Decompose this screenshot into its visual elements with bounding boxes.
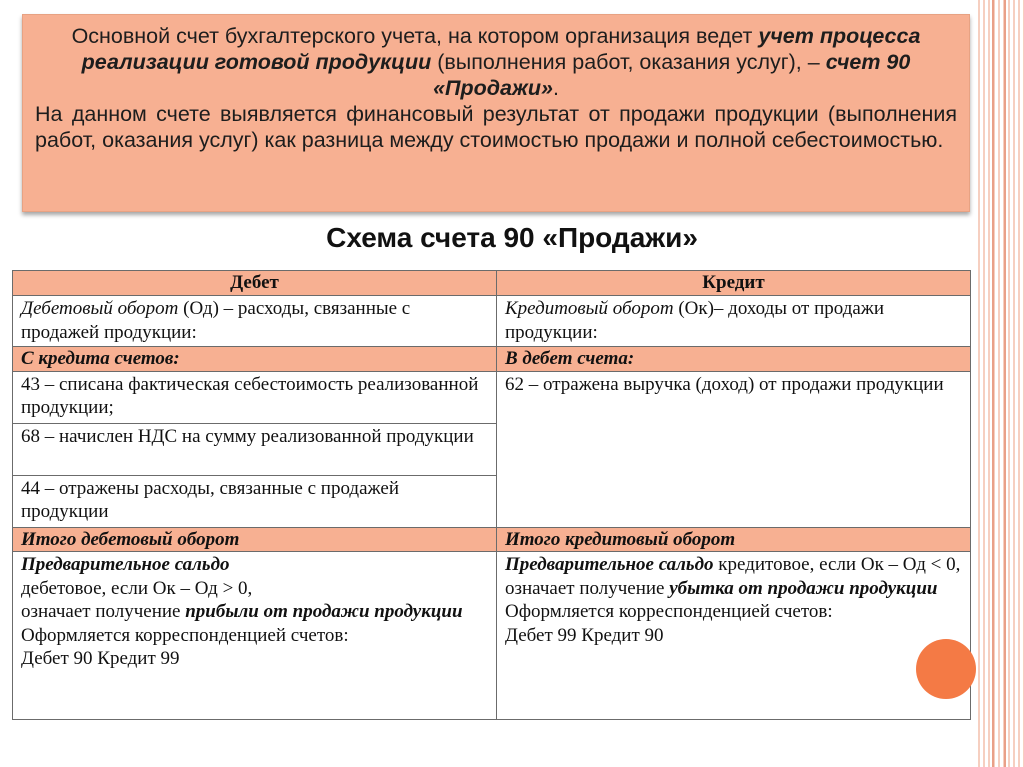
credit-balance-condition: кредитовое, если Ок – Од < 0, означает получение xyxy=(505,554,961,599)
total-row xyxy=(13,527,971,552)
credit-turnover-cell xyxy=(497,296,971,347)
debit-header: Дебет xyxy=(13,271,497,296)
debit-balance-meaning: означает получение xyxy=(21,601,186,622)
debit-balance-entry: Дебет 90 Кредит 99 xyxy=(21,648,180,669)
debit-balance-condition: дебетовое, если Ок – Од > 0, xyxy=(21,577,253,599)
credit-section: В дебет счета: xyxy=(497,347,971,372)
debit-entry-44: 44 – отражены расходы, связанные с продажей продукции xyxy=(13,475,497,527)
credit-balance-note: Оформляется корреспонденцией счетов: xyxy=(505,601,833,622)
credit-header: Кредит xyxy=(497,271,971,296)
credit-turnover-term: Кредитовый оборот xyxy=(505,298,674,319)
account-scheme-table xyxy=(12,270,971,720)
credit-balance-result: убытка от продажи продукции xyxy=(669,577,938,599)
entry-row xyxy=(13,371,971,423)
intro-paragraph-2: На данном счете выявляется финансовый результат от продажи продукции (выполнения работ, оказания услуг) как разница между стоимостью продажи и полной себестоимостью. xyxy=(35,102,957,152)
intro-paragraph-1 xyxy=(35,23,957,101)
credit-balance-cell xyxy=(497,552,971,720)
turnover-row xyxy=(13,296,971,347)
debit-turnover-cell xyxy=(13,296,497,347)
stripe-line xyxy=(1004,0,1006,767)
debit-balance-title: Предварительное сальдо xyxy=(21,554,230,575)
page-title: Схема счета 90 «Продажи» xyxy=(326,222,698,253)
decorative-circle xyxy=(916,639,976,699)
intro-box xyxy=(22,14,970,212)
credit-entry-62: 62 – отражена выручка (доход) от продажи продукции xyxy=(497,371,971,527)
intro-emphasis: счет 90 «Продажи» xyxy=(433,50,911,100)
section-row xyxy=(13,347,971,372)
table-header-row xyxy=(13,271,971,296)
debit-turnover-term: Дебетовый оборот xyxy=(21,298,179,319)
debit-entry-68: 68 – начислен НДС на сумму реализованной продукции xyxy=(13,423,497,475)
debit-section: С кредита счетов: xyxy=(13,347,497,372)
credit-balance-entry: Дебет 99 Кредит 90 xyxy=(505,624,664,646)
intro-text: . xyxy=(552,76,559,100)
stripe-line xyxy=(992,0,994,767)
debit-entry-43: 43 – списана фактическая себестоимость реализованной продукции; xyxy=(13,371,497,423)
debit-total: Итого дебетовый оборот xyxy=(13,527,497,552)
intro-emphasis: учет процесса реализации готовой продукции xyxy=(81,24,921,74)
intro-text: (выполнения работ, оказания услуг), – xyxy=(431,50,826,74)
debit-balance-result: прибыли от продажи продукции xyxy=(185,601,463,622)
debit-turnover-text: (Од) – расходы, связанные с продажей продукции: xyxy=(21,298,411,343)
debit-balance-cell xyxy=(13,552,497,720)
credit-turnover-text: (Ок)– доходы от продажи продукции: xyxy=(505,298,885,343)
intro-text: Основной счет бухгалтерского учета, на котором организация ведет xyxy=(71,24,759,48)
credit-balance-title: Предварительное сальдо xyxy=(505,554,714,575)
debit-balance-note: Оформляется корреспонденцией счетов: xyxy=(21,624,349,646)
credit-total: Итого кредитовый оборот xyxy=(497,527,971,552)
balance-row xyxy=(13,552,971,720)
decorative-stripes xyxy=(978,0,1024,767)
